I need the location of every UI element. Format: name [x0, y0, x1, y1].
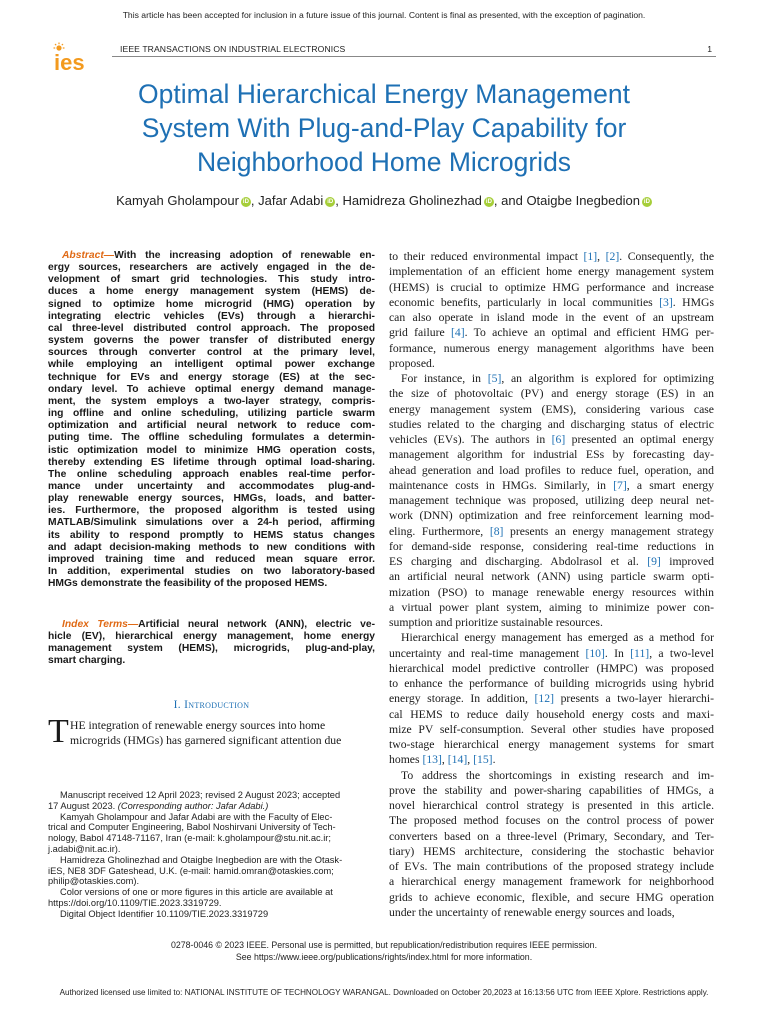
ies-logo [50, 42, 106, 72]
abstract-line: technique for EVs and energy storage (ES) at the sec- [48, 371, 375, 383]
author-list: Kamyah Gholampour iD , Jafar Adabi iD , Hamidreza Gholinezhad iD , and Otaigbe Inegbedion iD [116, 193, 650, 208]
abstract-line: integrating electric vehicles (EVs) through a hierarchi- [48, 310, 375, 322]
author-name: Kamyah Gholampour [116, 193, 239, 208]
orcid-icon[interactable]: iD [327, 199, 334, 205]
abstract-line: thereby extending ES lifetime through optimal load-sharing. [48, 456, 375, 468]
author-name: Otaigbe Inegbedion [526, 193, 640, 208]
abstract-line: play renewable energy sources, HMGs, loads, and batter- [48, 493, 375, 505]
text-line: management technique was proposed, utilizing deep neural net- [389, 494, 714, 507]
citation-link[interactable]: [12] [534, 692, 555, 706]
text-line: formance, numerous energy management algorithms have been [389, 341, 714, 355]
abstract-line: sources through converter control at the primary level, [48, 347, 375, 359]
abstract-line: In addition, experimental studies on two laboratory-based [48, 566, 375, 578]
abstract-line: optimization and artificial neural network to reduce com- [48, 420, 375, 432]
copyright-line: See https://www.ieee.org/publications/rights/index.html for more information. [235, 951, 533, 962]
text-line: Manuscript received 12 April 2023; revised 2 August 2023; accepted [60, 790, 341, 800]
text-line: cal HEMS to reduce daily household energy costs and maxi- [389, 707, 714, 721]
paper-title [60, 77, 708, 179]
abstract [48, 250, 375, 590]
abstract-line: velopment of smart grid technologies. This study intro- [48, 274, 375, 286]
text-line: eling. Furthermore, [8] presents an energy management strategy [389, 524, 715, 538]
text-line: of EVs. The main contributions of the proposed strategy include [389, 860, 714, 873]
abstract-line: system governs the power transfer of distributed energy [48, 335, 375, 347]
author-name: Jafar Adabi [258, 193, 324, 208]
acceptance-notice: This article has been accepted for inclusion in a future issue of this journal. Content is final as presented, with the exception of pagination. [122, 10, 646, 20]
text-line: an artificial neural network (ANN) using particle swarm opti- [389, 570, 714, 584]
title-line: Optimal Hierarchical Energy Management [138, 79, 630, 109]
abstract-line: ment, the system employs a two-layer strategy, compris- [48, 395, 375, 407]
abstract-line: cal three-level distributed control approach. The proposed [48, 322, 375, 334]
text-line: maintenance costs in HMGs. Similarly, in [7], a smart energy [389, 478, 714, 492]
text-line: converters based on a three-level (Primary, Secondary, and Ter- [389, 829, 714, 843]
citation-link[interactable]: [9] [647, 555, 661, 568]
text-line: energy management system (EMS), considering various case [389, 402, 714, 416]
text-line: a hierarchical energy management framework for neighborhood [389, 875, 714, 889]
text-line: under the uncertainty of renewable energy sources and loads, [389, 905, 675, 919]
abstract-line: ondary level. To achieve optimal energy demand manage- [48, 383, 375, 395]
text-line: tiary) HEMS architecture, considering the stochastic behavior [389, 844, 714, 858]
author-name: Hamidreza Gholinezhad [342, 193, 482, 208]
text-line: to their reduced environmental impact [1], [2]. Consequently, the [389, 250, 715, 263]
text-line: HE integration of renewable energy sources into home [70, 719, 326, 732]
text-line: hierarchical model predictive controller (HMPC) was proposed [389, 661, 714, 675]
copyright-notice [0, 940, 768, 963]
text-line: grids to achieve economic, flexible, and secure HMG operation [389, 890, 714, 904]
index-terms [48, 619, 375, 668]
text-line: novel hierarchical control strategy is presented in this article. [389, 799, 714, 812]
text-line: can also operate in island mode in the event of an upstream [389, 311, 714, 324]
text-line: vehicles (EVs). The authors in [6] presented an optimal energy [389, 433, 714, 446]
index-terms-line: smart charging. [48, 655, 126, 667]
citation-link[interactable]: [2] [605, 250, 620, 263]
text-line: Hierarchical energy management has emerged as a method for [401, 631, 714, 645]
footnotes [48, 790, 375, 920]
abstract-line: duces a home energy management system (HEMS) de- [48, 286, 375, 298]
citation-link[interactable]: [3] [659, 295, 673, 309]
abstract-line: while employing an intelligent optimal power exchange [48, 359, 375, 371]
text-line: sumption and prioritize sustainable resources. [389, 616, 603, 629]
text-line: the size of photovoltaic (PV) and energy storage (ES) in an [389, 387, 714, 401]
citation-link[interactable]: [6] [551, 433, 566, 446]
text-line: To address the shortcomings in existing research and im- [401, 768, 714, 782]
abstract-line: puting time. The offline scheduling formulates a determin- [48, 432, 375, 444]
text-line: Digital Object Identifier 10.1109/TIE.2023.3319729 [60, 908, 269, 919]
text-line: management algorithm for industrial ESs by forecasting day- [389, 448, 714, 462]
text-line: (HEMS) is crucial to optimize HMG performance and increase [389, 280, 714, 294]
logo-text: ies [54, 50, 85, 72]
abstract-line: ergy sources, researchers are actively engaged in the de- [48, 262, 375, 274]
text-line: ahead generation and load profiles to reduce fuel, operation, and [389, 463, 714, 477]
index-terms-line: Index Terms—Artificial neural network (ANN), electric ve- [62, 619, 375, 630]
text-line: work (DNN) optimization and free reinforcement learning mod- [389, 509, 714, 523]
orcid-icon[interactable]: iD [242, 199, 249, 205]
index-terms-label: Index Terms— [62, 619, 139, 630]
abstract-line: ies. Furthermore, the proposed algorithm is tested using [48, 505, 375, 517]
text-line: to enhance the performance of building microgrids using hybrid [389, 677, 714, 690]
text-line: https://doi.org/10.1109/TIE.2023.3319729. [48, 897, 222, 908]
text-line: ES charging and discharging. Abdolrasol et al. [9] improved [389, 555, 715, 568]
text-line: 17 August 2023. (Corresponding author: Jafar Adabi.) [48, 800, 269, 811]
text-line: a virtual power plant system, aiming to minimize power con- [389, 600, 714, 614]
license-notice: Authorized licensed use limited to: NATIONAL INSTITUTE OF TECHNOLOGY WARANGAL. Downloaded on October 20,2023 at 16:13:56 UTC from IEEE Xplore. Restrictions apply. [59, 988, 709, 997]
text-line: homes [13], [14], [15]. [389, 753, 496, 767]
text-line: two-stage hierarchical energy management systems for smart [389, 738, 714, 751]
text-line: economic benefits, particularly in local communities [3]. HMGs [389, 295, 714, 309]
index-terms-line: management system (HEMS), microgrids, plug-and-play, [48, 643, 375, 655]
abstract-line: signed to optimize home microgrid (HMG) operation by [48, 298, 375, 310]
text-line: implementation of an efficient home energy management system [389, 265, 714, 279]
section-heading-introduction: I. Introduction [173, 699, 250, 711]
citation-link[interactable]: [14] [447, 753, 468, 767]
citation-link[interactable]: [1] [583, 250, 598, 263]
index-terms-line: hicle (EV), hierarchical energy management, home energy [48, 631, 375, 643]
abstract-label: Abstract— [62, 250, 115, 261]
text-line: microgrids (HMGs) has garnered significant attention due [70, 734, 342, 748]
journal-name: IEEE TRANSACTIONS ON INDUSTRIAL ELECTRONICS [120, 44, 346, 54]
orcid-icon[interactable]: iD [643, 199, 650, 205]
text-line: Kamyah Gholampour and Jafar Adabi are with the Faculty of Elec- [60, 811, 333, 822]
text-line: nology, Babol 47148-71167, Iran (e-mail: k.gholampour@stu.nit.ac.ir; [48, 833, 331, 844]
text-line: uncertainty and real-time management [10]. In [11], a two-level [389, 646, 714, 660]
text-line: proposed. [389, 356, 435, 370]
intro-paragraph [48, 718, 375, 748]
header-rule [112, 56, 716, 57]
body-column-right [389, 249, 714, 920]
text-line: For instance, in [5], an algorithm is explored for optimizing [401, 372, 714, 385]
drop-cap: T [48, 713, 69, 750]
text-line: philip@otaskies.com). [48, 876, 140, 887]
abstract-line: MATLAB/Simulink simulations over a 24-h period, affirming [48, 517, 375, 529]
citation-link[interactable]: [8] [489, 524, 504, 538]
text-line: iES, NE8 3DF Gateshead, U.K. (e-mail: hamid.omran@otaskies.com; [48, 865, 334, 876]
abstract-line: istic optimization model to minimize HMG operation costs, [48, 444, 375, 456]
text-line: Color versions of one or more figures in this article are available at [60, 887, 333, 898]
citation-link[interactable]: [11] [630, 646, 650, 660]
text-line: mize PV self-consumption. Several other studies have proposed [389, 722, 714, 736]
text-line: grid failure [4]. To achieve an optimal and efficient HMG per- [389, 326, 714, 340]
citation-link[interactable]: [15] [473, 753, 493, 767]
orcid-icon[interactable]: iD [485, 199, 492, 205]
abstract-line: and adapt decision-making methods to new conditions with [48, 541, 375, 553]
abstract-line: The online scheduling approach enables real-time perfor- [48, 468, 375, 480]
text-line: j.adabi@nit.ac.ir). [48, 843, 121, 854]
copyright-line: 0278-0046 © 2023 IEEE. Personal use is permitted, but republication/redistribution requires IEEE permission. [170, 940, 598, 950]
text-line: trical and Computer Engineering, Babol Noshirvani University of Tech- [48, 822, 336, 833]
page-number: 1 [707, 44, 712, 54]
text-line: mization (PSO) to manage renewable energy resources within [389, 585, 714, 599]
abstract-line: mance under uncertainty and accommodates plug-and- [48, 480, 375, 492]
text-line: studies related to the charging and discharging status of electric [389, 417, 714, 431]
text-line: prove the stability and power-sharing capabilities of HMGs, a [389, 783, 714, 797]
citation-link[interactable]: [13] [422, 753, 442, 767]
citation-link[interactable]: [7] [613, 478, 627, 492]
citation-link[interactable]: [5] [487, 372, 502, 385]
title-line: System With Plug-and-Play Capability for [141, 113, 627, 143]
title-line: Neighborhood Home Microgrids [196, 147, 572, 177]
citation-link[interactable]: [10] [585, 646, 605, 660]
text-line: for demand-side response, considering real-time reductions in [389, 539, 714, 553]
text-line: energy storage. In addition, [12] presents a two-layer hierarchi- [389, 692, 714, 706]
text-line: Hamidreza Gholinezhad and Otaigbe Inegbedion are with the Otask- [60, 854, 343, 865]
abstract-line: its ability to respond promptly to HEMS status changes [48, 529, 375, 541]
text-line: The proposed method focuses on the control process of power [389, 814, 714, 828]
abstract-line: HMGs demonstrate the feasibility of the proposed HEMS. [48, 578, 328, 590]
abstract-line: Abstract—With the increasing adoption of renewable en- [62, 250, 375, 261]
abstract-line: improved training time and reduced mean square error. [48, 553, 375, 565]
abstract-line: ing offline and online scheduling, utilizing particle swarm [48, 408, 375, 420]
citation-link[interactable]: [4] [450, 326, 465, 340]
